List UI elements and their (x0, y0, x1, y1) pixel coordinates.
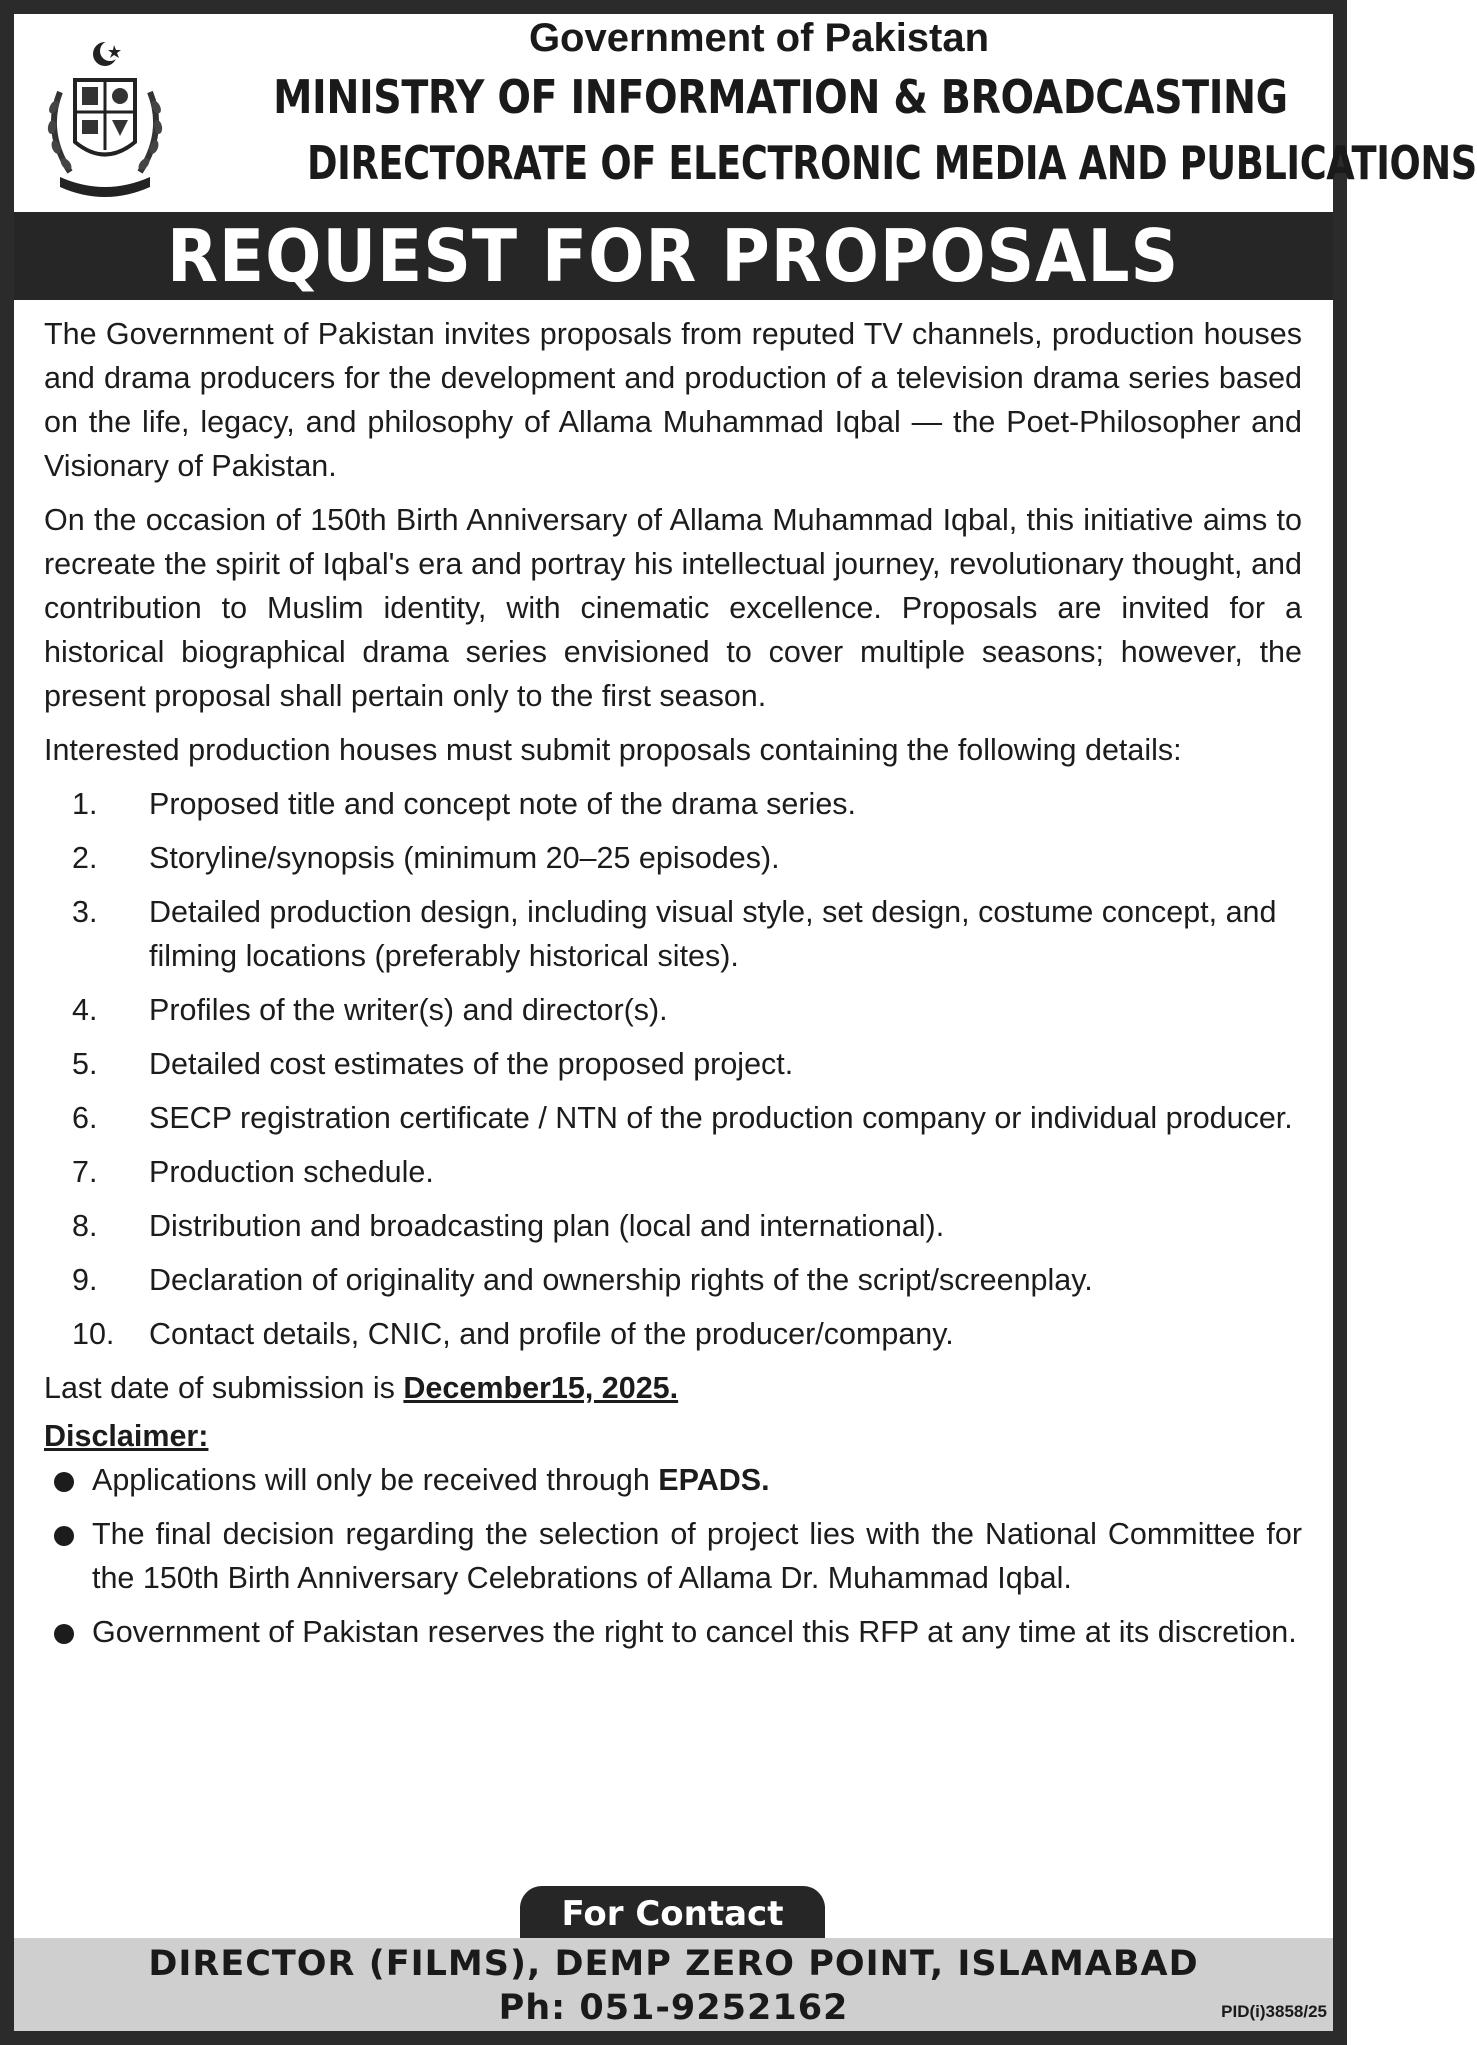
header (14, 14, 1477, 210)
bullet-icon (54, 1472, 74, 1492)
list-item (44, 1312, 1302, 1356)
list-item-number: 10. (72, 1317, 115, 1351)
contact-address: DIRECTOR (FILMS), DEMP ZERO POINT, ISLAMABAD (148, 1944, 1199, 1984)
page-title: REQUEST FOR PROPOSALS (167, 214, 1180, 298)
notice-body (44, 312, 1302, 1664)
requirements-list (44, 782, 1302, 1356)
bullet-icon (54, 1526, 74, 1546)
list-item-text: Contact details, CNIC, and profile of the producer/company. (149, 1317, 954, 1351)
list-item-number: 7. (72, 1155, 98, 1189)
state-emblem-icon (30, 32, 180, 202)
list-item-text: Distribution and broadcasting plan (local and international). (149, 1209, 945, 1243)
list-item (44, 1610, 1302, 1654)
submission-deadline (44, 1366, 1302, 1410)
pid-code: PID(i)3858/25 (1221, 2002, 1327, 2021)
list-item (44, 988, 1302, 1032)
list-item (44, 1458, 1302, 1502)
list-item-number: 4. (72, 993, 98, 1027)
disclaimer-text: Applications will only be received through (92, 1463, 659, 1497)
list-item-number: 1. (72, 787, 98, 821)
list-item-text: Storyline/synopsis (minimum 20–25 episodes). (149, 841, 780, 875)
paragraph-requirements: Interested production houses must submit proposals containing the following details: (44, 733, 1182, 767)
deadline-date: December15, 2025. (403, 1371, 679, 1405)
page-title-banner (14, 212, 1333, 300)
list-item (44, 782, 1302, 826)
list-item-text: Declaration of originality and ownership rights of the script/screenplay. (149, 1263, 1093, 1297)
list-item-text: Proposed title and concept note of the drama series. (149, 787, 857, 821)
list-item-number: 8. (72, 1209, 98, 1243)
list-item (44, 836, 1302, 880)
list-item-number: 9. (72, 1263, 98, 1297)
paragraph-occasion: On the occasion of 150th Birth Anniversary of Allama Muhammad Iqbal, this initiative aims to recreate the spirit of Iqbal's era and portray his intellectual journey, revolutionary thought, and contribution to Muslim identity, with cinematic excellence. Proposals are invited for a historical biographical drama series envisioned to cover multiple seasons; however, the present proposal shall pertain only to the first season. (44, 503, 1302, 713)
header-directorate: DIRECTORATE OF ELECTRONIC MEDIA AND PUBLICATIONS (307, 136, 1477, 190)
list-item (44, 1512, 1302, 1600)
disclaimer-text: The final decision regarding the selection of project lies with the National Committee for the 150th Birth Anniversary Celebrations of Allama Dr. Muhammad Iqbal. (92, 1517, 1302, 1595)
list-item-text: Detailed cost estimates of the proposed project. (149, 1047, 794, 1081)
list-item-number: 6. (72, 1101, 98, 1135)
list-item (44, 1042, 1302, 1086)
list-item (44, 1096, 1302, 1140)
list-item-text: Production schedule. (149, 1155, 434, 1189)
list-item (44, 890, 1302, 978)
bullet-icon (54, 1624, 74, 1644)
paragraph-intro: The Government of Pakistan invites proposals from reputed TV channels, production houses and drama producers for the development and production of a television drama series based on the life, legacy, and philosophy of Allama Muhammad Iqbal — the Poet-Philosopher and Visionary of Pakistan. (44, 317, 1302, 483)
contact-tab: For Contact (520, 1886, 825, 1938)
list-item-number: 2. (72, 841, 98, 875)
list-item-number: 3. (72, 895, 98, 929)
list-item (44, 1204, 1302, 1248)
footer (14, 1938, 1333, 2031)
list-item-text: SECP registration certificate / NTN of the production company or individual producer. (149, 1101, 1293, 1135)
disclaimer-heading: Disclaimer: (44, 1419, 209, 1453)
list-item (44, 1150, 1302, 1194)
header-government: Government of Pakistan (528, 16, 990, 60)
header-ministry: MINISTRY OF INFORMATION & BROADCASTING (273, 70, 1288, 124)
disclaimer-text: Government of Pakistan reserves the right to cancel this RFP at any time at its discretion. (92, 1615, 1297, 1649)
contact-phone: Ph: 051-9252162 (498, 1988, 849, 2028)
disclaimer-epads: EPADS. (658, 1463, 770, 1497)
disclaimer-list (44, 1458, 1302, 1654)
list-item (44, 1258, 1302, 1302)
list-item-number: 5. (72, 1047, 98, 1081)
deadline-prefix: Last date of submission is (44, 1371, 404, 1405)
list-item-text: Profiles of the writer(s) and director(s). (149, 993, 668, 1027)
list-item-text: Detailed production design, including visual style, set design, costume concept, and filming locations (preferably historical sites). (149, 895, 1277, 973)
